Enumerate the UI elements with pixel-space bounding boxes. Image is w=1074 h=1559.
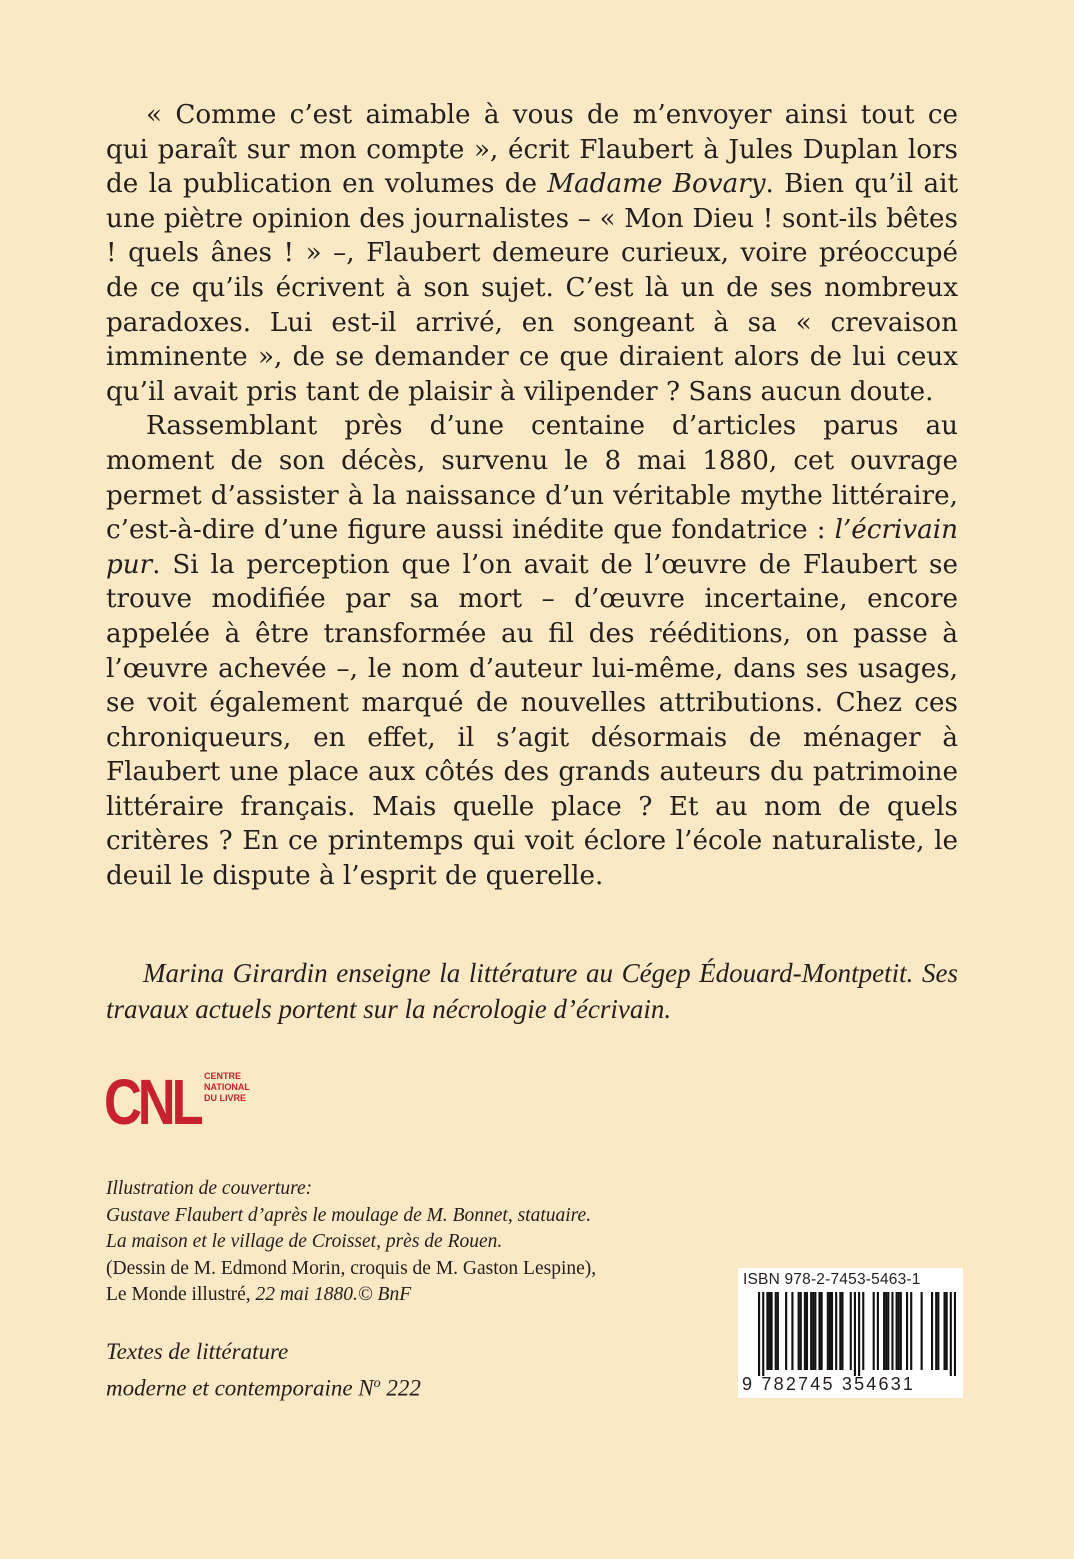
barcode-bar-19 xyxy=(829,1292,831,1370)
barcode-bars xyxy=(758,1292,956,1376)
barcode-bar-6 xyxy=(777,1292,779,1370)
cnl-logo xyxy=(104,1060,264,1140)
barcode-bar-45 xyxy=(950,1292,952,1376)
cnl-logo-subtitle-1: CENTRE xyxy=(204,1071,242,1081)
barcode-bar-22 xyxy=(839,1292,841,1370)
barcode-bar-23 xyxy=(841,1292,843,1370)
back-cover-summary xyxy=(106,98,958,894)
barcode-bar-32 xyxy=(887,1292,889,1370)
credits-line-1: Gustave Flaubert d’après le moulage de M. Bonnet, statuaire. xyxy=(106,1204,592,1226)
barcode-bar-2 xyxy=(766,1292,768,1370)
barcode-bar-0 xyxy=(758,1292,760,1376)
barcode-bar-1 xyxy=(762,1292,764,1376)
barcode-bar-13 xyxy=(810,1292,812,1370)
barcode-bar-29 xyxy=(877,1292,879,1370)
barcode-bar-28 xyxy=(873,1292,875,1370)
barcode-bar-31 xyxy=(885,1292,887,1370)
barcode-bar-41 xyxy=(935,1292,937,1370)
barcode-bar-33 xyxy=(891,1292,893,1370)
barcode-bar-42 xyxy=(937,1292,939,1370)
credits-line-2: La maison et le village de Croisset, près de Rouen. xyxy=(106,1231,503,1252)
cnl-logo-letters: CNL xyxy=(104,1067,200,1139)
cnl-logo-subtitle-3: DU LIVRE xyxy=(204,1093,247,1103)
barcode-bar-39 xyxy=(921,1292,923,1370)
barcode-bar-17 xyxy=(821,1292,823,1370)
book-title: Madame Bovary xyxy=(547,169,766,200)
credits-heading: Illustration de couverture: xyxy=(106,1178,313,1199)
barcode-bar-43 xyxy=(943,1292,945,1370)
barcode-bar-25 xyxy=(854,1292,856,1376)
barcode-bar-24 xyxy=(850,1292,852,1370)
barcode-bar-34 xyxy=(896,1292,898,1370)
barcode-bar-12 xyxy=(806,1292,808,1370)
barcode-bar-35 xyxy=(898,1292,900,1370)
barcode-bar-38 xyxy=(910,1292,912,1370)
isbn-barcode xyxy=(738,1268,963,1398)
barcode-bar-4 xyxy=(771,1292,773,1370)
barcode-bar-26 xyxy=(858,1292,860,1376)
barcode-bar-9 xyxy=(798,1292,800,1370)
barcode-bar-40 xyxy=(931,1292,933,1370)
cnl-logo-subtitle-2: NATIONAL xyxy=(204,1082,250,1092)
barcode-bar-5 xyxy=(775,1292,777,1370)
summary-paragraph-2: Rassemblant près d’une centaine d’articles parus au moment de son décès, survenu le 8 mai 1880, cet ouvrage permet d’assister à la naissance d’un véritable mythe littéraire, c’est-à-dire d’une figure aussi inédite que fondatrice : l’écrivain pur. Si la perception que l’on avait de l’œuvre de Flaubert se trouve modifiée par sa mort – d’œuvre incertaine, encore appelée à être transformée au fil des rééditions, on passe à l’œuvre achevée –, le nom d’auteur lui-même, dans ses usages, se voit également marqué de nouvelles attributions. Chez ces chroniqueurs, en effet, il s’agit désormais de ménager à Flaubert une place aux côtés des grands auteurs du patrimoine littéraire français. Mais quelle place ? Et au nom de quels critères ? En ce printemps qui voit éclore l’école naturaliste, le deuil le dispute à l’esprit de querelle. xyxy=(106,411,958,892)
barcode-bar-27 xyxy=(862,1292,864,1370)
barcode-bar-3 xyxy=(768,1292,770,1370)
barcode-bar-18 xyxy=(827,1292,829,1370)
barcode-bar-44 xyxy=(946,1292,948,1370)
barcode-bar-7 xyxy=(785,1292,787,1370)
barcode-bar-14 xyxy=(812,1292,814,1370)
credits-line-4: Le Monde illustré, 22 mai 1880.© BnF xyxy=(106,1284,412,1305)
barcode-bar-36 xyxy=(900,1292,902,1370)
summary-paragraph-1: « Comme c’est aimable à vous de m’envoyer ainsi tout ce qui paraît sur mon compte », écrit Flaubert à Jules Duplan lors de la publication en volumes de Madame Bovary. Bien qu’il ait une piètre opinion des journalistes – « Mon Dieu ! sont-ils bêtes ! quels ânes ! » –, Flaubert demeure curieux, voire préoccupé de ce qu’ils écrivent à son sujet. C’est là un de ses nombreux paradoxes. Lui est-il arrivé, en songeant à sa « crevaison imminente », de se demander ce que diraient alors de lui ceux qu’il avait pris tant de plaisir à vilipender ? Sans aucun doute. xyxy=(106,100,958,407)
barcode-bar-10 xyxy=(800,1292,802,1370)
author-bio: Marina Girardin enseigne la littérature au Cégep Édouard-Montpetit. Ses travaux actuels portent sur la nécrologie d’écrivain. xyxy=(106,958,958,1024)
barcode-bar-8 xyxy=(791,1292,793,1370)
barcode-bar-20 xyxy=(831,1292,833,1370)
barcode-bar-16 xyxy=(818,1292,820,1370)
series-name: Textes de littérature moderne et contemporaine $N^o$ 222 xyxy=(106,1339,421,1401)
emphasis-ecrivain-pur: l’écrivain pur xyxy=(106,515,958,580)
barcode-bar-46 xyxy=(954,1292,956,1376)
barcode-bar-37 xyxy=(906,1292,908,1370)
cover-illustration-credits xyxy=(106,1176,746,1309)
barcode-bar-30 xyxy=(883,1292,885,1370)
barcode-digits: 9 782745 354631 xyxy=(742,1374,916,1394)
barcode-bar-15 xyxy=(814,1292,816,1370)
credits-line-3: (Dessin de M. Edmond Morin, croquis de M. Gaston Lespine), xyxy=(106,1257,597,1279)
isbn-label: ISBN 978-2-7453-5463-1 xyxy=(743,1271,921,1288)
barcode-bar-21 xyxy=(835,1292,837,1370)
barcode-bar-11 xyxy=(804,1292,806,1370)
